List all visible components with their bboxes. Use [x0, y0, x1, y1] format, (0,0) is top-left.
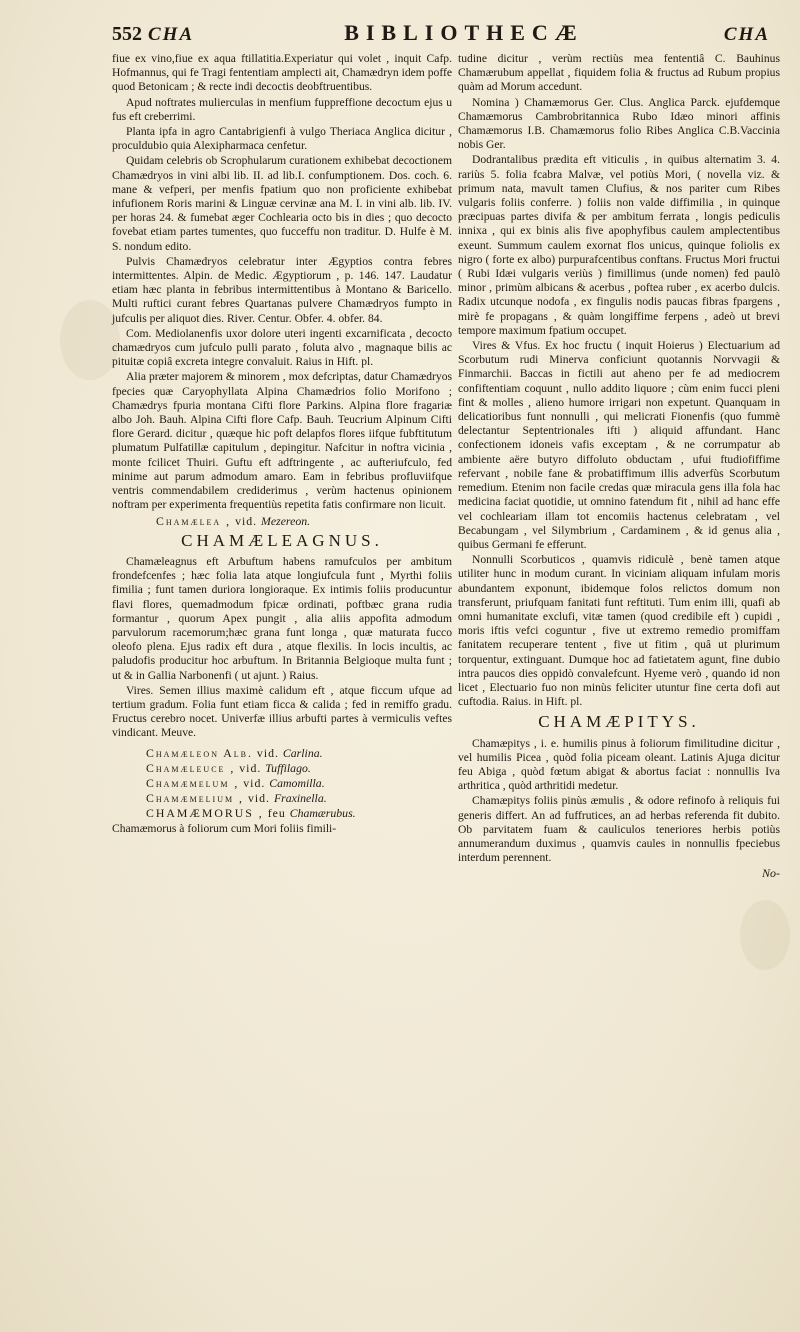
paragraph: Chamæmorus à foliorum cum Mori foliis fimili- [112, 821, 337, 835]
paragraph: Nomina ) Chamæmorus Ger. Clus. Anglica Parck. ejufdemque Chamæmorus Cambrobritannica Rubo Idæo minori affinis Chamæmorus I.B. Chamæmorus folio Ribes Anglica C.B.Vaccinia nobis Ger. [458, 95, 780, 152]
xref-see: feu [267, 806, 286, 821]
xref-target: Carlina. [282, 745, 323, 760]
paragraph: Com. Mediolanenfis uxor dolore uteri ingenti excarnificata , decocto chamædryos cum jufculo pulli parato , foluta alvo , magnaque bilis ac pituitæ copiâ excreta integre convaluit. Raius in Hift. pl. [112, 326, 452, 369]
paper-stain [60, 300, 120, 380]
xref-see: vid. [239, 760, 262, 775]
paragraph: Chamæpitys , i. e. humilis pinus à foliorum fimilitudine dicitur , vel humilis Picea , quòd folia piceam oleant. Latinis Ajuga dicitur feu Abiga , quòd fœtum abigat & abortus faciat : nonnullis Iva arthritica , quòd arthritidi medetur. [458, 736, 780, 793]
right-column [458, 52, 780, 882]
paragraph: Pulvis Chamædryos celebratur inter Ægyptios contra febres intermittentes. Alpin. de Medic. Ægyptiorum , p. 146. 147. Laudatur etiam hæc planta in febribus intermittentibus à Montano & Baricello. Multi ruftici curant febres Quartanas pulvere Chamædryos fumpto in jufculis per aliquot dies. River. Centur. Obfer. 4. obfer. 84. [112, 254, 452, 325]
cross-reference [112, 761, 452, 775]
paper-stain [740, 900, 790, 970]
xref-target: Fraxinella. [273, 791, 327, 806]
xref-target: Camomilla. [269, 775, 325, 790]
paragraph: Quidam celebris ob Scrophularum curationem exhibebat decoctionem Chamædryos in vini albi lib. II. ad lib.I. confumptionem. Dos. coch. 6. mane & vefperi, per menfis fpatium quo non proficiente exhibebat infufionem Roris marini & Linguæ cervinæ ana M. I. in vini alb. lib. IV. per horas 24. & fumebat æger Cochlearia octo bis in dies ; quo decocto fovebat etiam partes tumentes, quo fucceffu non traditur. D. Hulfe è M. S. nondum edito. [112, 154, 452, 253]
xref-see: vid. [247, 791, 270, 806]
paragraph: Alia præter majorem & minorem , mox defcriptas, datur Chamædryos fpecies quæ Caryophyllata Alpina Chamædrios folio Morifono ; Chamædrys fpuria montana Cifti flore Parkins. Alpina flore fragariæ albo Joh. Bauh. Alpina Cifti flore Cafp. Bauh. Teucrium Alpinum Cifti flore Gerard. dicitur , quæque hic poft delapfos flores iifque fubftitutum plumatum Pulfatillæ capitulum , depingitur. Nafcitur in noftra vicinia , monte fcilicet Thuiri. Guftu eft adftringente , ac aufteriufculo, fed minime aut parum admodum amaro. Eam in febribus profluviifque ventris commendabilem crediderimus , verùm hactenus opinionem noftram per experimenta frequentiùs repetita fatis confirmare non licuit. [112, 370, 452, 512]
header-left-word: CHA [148, 24, 195, 45]
catchword: No- [762, 866, 780, 881]
entry-heading: CHAMÆPITYS. [538, 712, 700, 732]
xref-see: vid. [235, 513, 258, 528]
xref-head: Chamæleon Alb. [146, 745, 253, 760]
xref-target: Tuffilago. [265, 760, 311, 775]
left-column [112, 52, 452, 837]
cross-reference [112, 791, 452, 805]
paragraph: fiue ex vino,fiue ex aqua ftillatitia.Experiatur qui volet , inquit Cafp. Hofmannus, qui fe Tragi fententiam amplecti ait, Chamædryn idem poffe quod Betonicam ; & recte indi decoctis deobftruentibus. [112, 52, 452, 94]
entry-heading: CHAMÆLEAGNUS. [181, 530, 383, 550]
xref-target: Chamærubus. [289, 806, 356, 821]
page-number: 552 [112, 23, 142, 45]
cross-reference [112, 746, 452, 760]
header-title: BIBLIOTHECÆ [344, 20, 584, 45]
xref-head: Chamælea , [156, 513, 232, 528]
xref-head: CHAMÆMORUS , [146, 806, 264, 821]
paragraph: tudine dicitur , verùm rectiùs mea fententiâ C. Bauhinus Chamærubum appellat , fiquidem folia & fructus ad Rubum propius quàm ad Morum accedunt. [458, 52, 780, 94]
cross-reference [112, 806, 452, 820]
xref-see: vid. [243, 775, 266, 790]
cross-reference [112, 514, 452, 528]
paragraph: Apud noftrates mulierculas in menfium fuppreffione decoctum ejus u fus eft creberrimi. [112, 95, 452, 123]
paragraph: Vires. Semen illius maximè calidum eft , atque ficcum ufque ad tertium gradum. Folia funt etiam ficca & calida ; fed in remiffo gradu. Fructus cerebro nocet. Univerfæ illius arbufti partes à vermiculis veftes vindicant. Meuve. [112, 683, 452, 740]
cross-reference [112, 776, 452, 790]
xref-target: Mezereon. [261, 513, 311, 528]
paragraph: Chamæleagnus eft Arbuftum habens ramufculos per ambitum frondefcenfes ; hæc folia lata atque longiufcula funt , Myrthi foliis fimilia ; funt tamen duriora longioraque. Ex intimis foliis producuntur flavi flores, quemadmodum fpicæ ordinati, poftbæc grana rudia formantur , quorum Apex pungit , alia aliis appofita admodum parvulorum racemorum;hæc grana funt longa , quæ maturata fucco oleofo plena. Ejus radix eft dura , atque flexilis. In locis incultis, ac paludofis producitur hoc arbuftum. In Britannia Belgioque multa funt ; ut & in Gallia Narbonenfi ( ut ajunt. ) Raius. [112, 554, 452, 682]
xref-head: Chamæmelum , [146, 775, 240, 790]
paragraph: Nonnulli Scorbuticos , quamvis ridiculè , benè tamen atque utiliter hunc in modum curant. In viciniam aliquam infulam moris abundantem exponunt, ibidemque folos relictos domum non transferunt, priufquam fanitati funt reftituti. Tum enim illi, quafi ab omni humanitate exclufi, vitæ tamen (quod credibile eft ) cupidi , moris iftis vefci coguntur , five ut extremo remedio promiffam fanitatem recuperare tentent , five ut fitim , quâ ut plurimum torquentur, extinguant. Dumque hoc ad fatietatem agunt, fine dubio intra paucos dies oppidò convalefcunt. Hyeme verò , quando id non licet , Electuario fuo non minùs feliciter utuntur fine certa dofi aut cuftodia. Raius. in Hift. pl. [458, 553, 780, 709]
header-right-word: CHA [723, 24, 770, 45]
paragraph: Planta ipfa in agro Cantabrigienfi à vulgo Theriaca Anglica dicitur , proculdubio quia Alexipharmaca cenfetur. [112, 125, 452, 153]
paragraph: Chamæpitys foliis pinùs æmulis , & odore refinofo à reliquis fui generis differt. An ad fuffrutices, an ad herbas referenda fit dubito. Ob parvitatem fuam & cauliculos teneriores herbis potiùs annumerandum duximus , quamvis caules in nonnullis fpeciebus interdum perennent. [458, 794, 780, 865]
xref-head: Chamæleuce , [146, 760, 236, 775]
xref-see: vid. [256, 745, 279, 760]
paragraph: Dodrantalibus prædita eft viticulis , in quibus alternatim 3. 4. rariùs 5. folia fcabra Malvæ, vel potiùs Mori, ( novella viz. & primum nata, mavult tamen Clufius, & nos pariter cum Ribes vulgaris foliis conferre. ) foliis non valde diffimilia , in quinque præcipuas partes divifa & per ambitum ferrata , longis pediculis innixa , qui ex binis alis five apophyfibus caulem amplectentibus exeunt. Summum caulem exornat flos unicus, quinque foliolis ex nigro ( forte ex albo) purpurafcentibus conftans. Fructus Mori fructui ( Rubi Idæi vulgaris veriùs ) fimillimus (unde nomen) fed paulò minor , primùm albicans & acerbus , poftea ruber , ex acerbo dulcis. Radix utcunque nodofa , ex fingulis nodis paucas fibras fpargens , mirè fe propagans , & quàm longiffime ferpens , adeò ut brevi tempore maximum fpatium occupet. [458, 153, 780, 337]
running-header [112, 20, 770, 54]
paragraph: Vires & Vfus. Ex hoc fructu ( inquit Hoierus ) Electuarium ad Scorbutum rudi Minerva conficiunt quotannis Norvvagii & Finmarchii. Baccas in fictili aut aheno per fe ad mediocrem confiftentiam coquunt , nullo addito liquore ; cùm enim fucci pleni fint & molles , alieno humore irrigari non expetunt. Quanquam in delicatioribus funt nonnulli , qui melicrati Fionenfis (quo fummè delectantur Septentrionales ifti ) aliquid affundant. Hanc confectionem idoneis vafis exceptam , & ne corrumpatur ab ambiente aëre butyro diffoluto obductam , ufui ftudiofiffime refervant , nobile fane & probatiffimum illis adverfùs Scorbutum remedium. Etenim non facile credas quæ miracula gens illa fola hac medicina faciat quotidie, ut omnino fatendum fit , nihil ad hanc effe vel cochleariam illam tot encomiis hactenus celebratam , vel Becabungam , vel Silymbrium , Cardaminem , & id genus alia , quibus Germani fe efferunt. [458, 339, 780, 551]
xref-head: Chamæmelium , [146, 791, 244, 806]
